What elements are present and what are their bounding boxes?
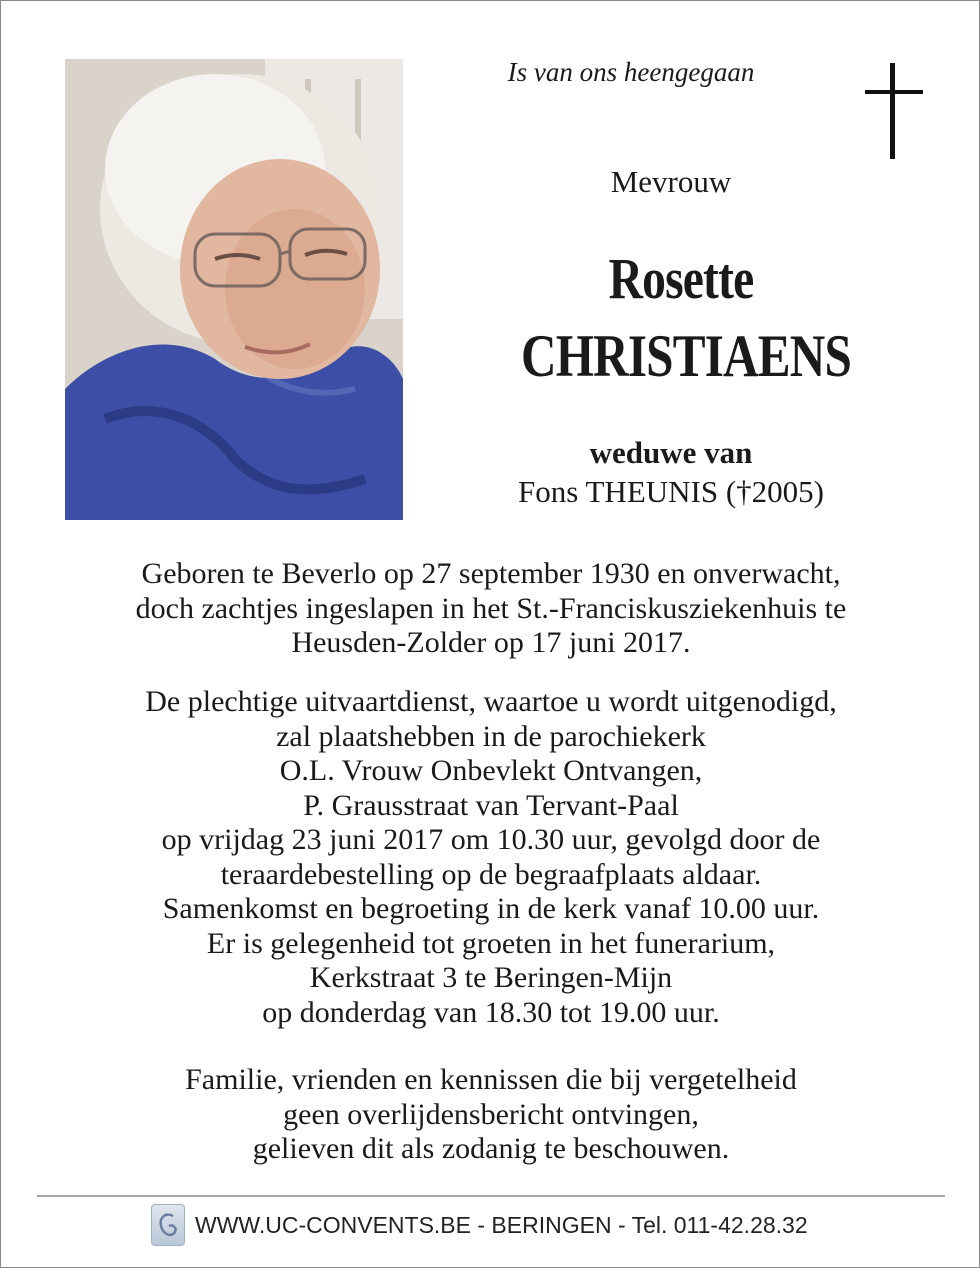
footer-divider (37, 1195, 945, 1197)
widow-label: weduwe van (589, 435, 753, 470)
intro-line: Is van ons heengegaan (507, 57, 755, 87)
funeral-details-paragraph (41, 685, 941, 1030)
paragraph-line: gelieven dit als zodanig te beschouwen. (252, 1132, 730, 1165)
deceased-first-name: Rosette (608, 246, 754, 311)
salutation: Mevrouw (610, 164, 732, 199)
deceased-last-name: CHRISTIAENS (520, 323, 852, 389)
footer (151, 1203, 851, 1247)
paragraph-line: teraardebestelling op de begraafplaats aldaar. (220, 857, 762, 891)
birth-death-paragraph (41, 557, 941, 661)
paragraph-line: P. Grausstraat van Tervant-Paal (303, 788, 679, 822)
paragraph-line: geen overlijdensbericht ontvingen, (283, 1097, 699, 1131)
uc-convents-logo-icon (151, 1204, 185, 1246)
paragraph-line: Er is gelegenheid tot groeten in het funerarium, (206, 926, 776, 960)
portrait-illustration (65, 59, 403, 520)
portrait-photo (65, 59, 403, 520)
paragraph-line: Samenkomst en begroeting in de kerk vanaf 10.00 uur. (162, 892, 820, 925)
paragraph-line: De plechtige uitvaartdienst, waartoe u wordt uitgenodigd, (145, 685, 837, 718)
closing-paragraph (41, 1063, 941, 1167)
paragraph-line: Kerkstraat 3 te Beringen-Mijn (309, 961, 673, 994)
paragraph-line: op vrijdag 23 juni 2017 om 10.30 uur, gevolgd door de (161, 823, 821, 856)
paragraph-line: zal plaatshebben in de parochiekerk (276, 719, 706, 753)
paragraph-line: Familie, vrienden en kennissen die bij vergetelheid (185, 1063, 797, 1096)
paragraph-line: op donderdag van 18.30 tot 19.00 uur. (262, 995, 720, 1029)
paragraph-line: Heusden-Zolder op 17 juni 2017. (291, 626, 691, 659)
paragraph-line: Geboren te Beverlo op 27 september 1930 en onverwacht, (141, 557, 841, 590)
paragraph-line: O.L. Vrouw Onbevlekt Ontvangen, (279, 754, 703, 787)
footer-contact: WWW.UC-CONVENTS.BE - BERINGEN - Tel. 011-42.28.32 (195, 1211, 808, 1238)
spouse-name: Fons THEUNIS (†2005) (518, 474, 824, 509)
cross-icon (865, 63, 923, 159)
paragraph-line: doch zachtjes ingeslapen in het St.-Franciskusziekenhuis te (135, 591, 847, 625)
